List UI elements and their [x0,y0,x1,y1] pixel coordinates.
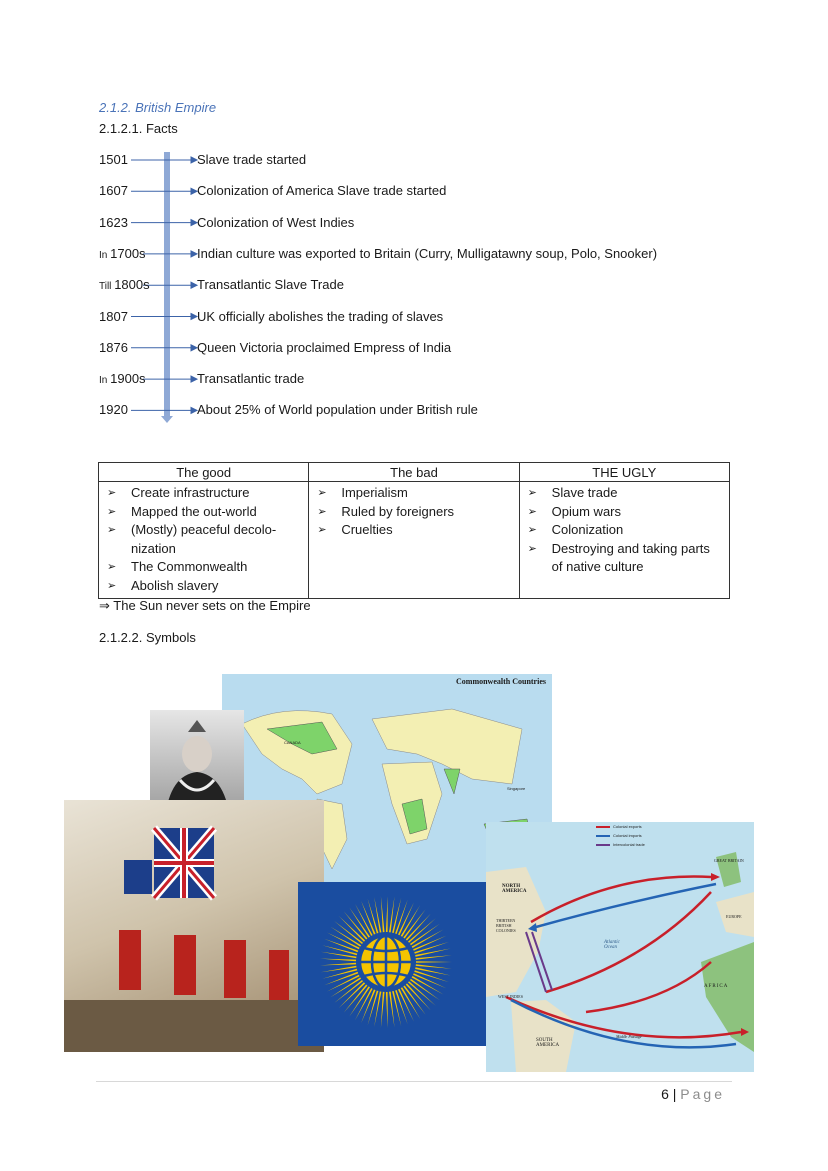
list-item-text: Ruled by foreigners [341,503,455,519]
flag-ray [381,896,385,932]
list-item-text: (Mostly) peaceful decolo-nization [131,522,277,556]
flag-ray [386,992,388,1028]
bullet-arrow-icon: ➢ [527,524,537,537]
timeline-year-value: 1623 [99,214,128,230]
timeline-year-prefix: Till [99,281,115,293]
flag-ray [344,911,368,939]
list-item-text: Destroying and taking parts of native culture [551,540,710,575]
header-bad: The bad [309,463,519,482]
flag-ray [408,981,436,1005]
timeline-year-value: 1501 [99,152,128,167]
timeline-event: Queen Victoria proclaimed Empress of India [197,339,452,355]
label-middle-passage: Middle Passage [616,1034,642,1039]
flag-ray [416,964,452,969]
timeline-event: Transatlantic Slave Trade [197,277,344,293]
label-south-america: SOUTH AMERICA [536,1038,560,1048]
bullet-arrow-icon: ➢ [317,524,327,537]
good-bad-ugly-table [98,462,730,599]
map-label-canada: CANADA [284,740,301,745]
timeline-event: Colonization of America Slave trade started [197,183,447,199]
timeline-event: UK officially abolishes the trading of slaves [197,308,444,324]
bullet-arrow-icon: ➢ [527,505,537,518]
list-item [107,484,302,503]
list-item [107,577,302,596]
timeline-year-value: 1607 [99,183,128,199]
list-item-text: Mapped the out-world [131,503,257,519]
trade-legend-imports: Colonial imports [613,833,642,838]
list-item [317,503,512,522]
timeline-year [99,402,128,417]
timeline-year [99,340,128,355]
flag-ray [344,985,368,1013]
label-africa: AFRICA [704,984,729,989]
timeline-year-prefix: In [99,375,111,387]
list-item [528,484,723,503]
flag-ray [320,963,356,966]
timeline-year-value: 1807 [99,308,128,324]
triangular-trade-map-image [486,822,754,1072]
timeline-year-value: 1900s [110,371,146,387]
timeline-year [99,183,128,198]
flag-ray [322,969,357,979]
header-ugly: THE UGLY [519,463,729,482]
footer-divider [96,1081,732,1082]
note-text: The Sun never sets on the Empire [113,598,311,613]
timeline-year [99,371,146,386]
label-west-indies: WEST INDIES [498,994,523,999]
list-item [528,540,723,577]
list-item [107,558,302,577]
bullet-arrow-icon: ➢ [527,542,537,555]
flag-ray [386,896,388,932]
timeline-event: Colonization of West Indies [197,214,355,230]
flag-ray [406,983,431,1010]
bad-cell [309,482,519,599]
flag-ray [392,991,401,1026]
flag-ray [416,961,452,963]
flag-ray [415,949,450,957]
flag-ray [403,986,425,1015]
page-number-value: 6 [661,1086,669,1102]
list-item [528,521,723,540]
header-good: The good [99,463,309,482]
trade-legend-exports: Colonial exports [613,824,642,829]
bullet-arrow-icon: ➢ [107,505,117,518]
label-north-america: NORTH AMERICA [502,884,527,894]
map-label-singapore: Singapore [507,786,526,791]
flag-ray [381,992,385,1028]
label-europe: EUROPE [726,914,742,919]
list-item [107,521,302,558]
flag-ray [406,914,431,941]
timeline-year [99,215,128,230]
timeline-year [99,277,150,292]
list-item-text: Cruelties [341,522,393,538]
list-item-text: Abolish slavery [131,577,219,593]
commonwealth-flag-image [298,882,486,1046]
flag-ray [415,967,450,975]
label-thirteen-colonies: THIRTEEN BRITISH COLONIES [496,918,516,933]
label-great-britain: GREAT BRITAIN [714,858,744,863]
battle-painting-image [64,800,324,1052]
timeline-year [99,152,128,167]
flag-ray [334,980,363,1003]
page-number [661,1086,725,1102]
battle-drawing [64,800,324,1052]
timeline-event: Indian culture was exported to Britain (Curry, Mulligatawny soup, Polo, Snooker) [197,245,658,261]
list-item-text: Create infrastructure [131,485,250,500]
subsection-heading: 2.1.2.1. Facts [99,121,178,136]
list-item-text: The Commonwealth [131,559,248,575]
timeline-year-value: 1700s [110,245,146,261]
timeline-year [99,309,128,324]
flag-ray [410,979,440,1001]
bullet-arrow-icon: ➢ [107,524,117,537]
bullet-arrow-icon: ➢ [527,487,537,499]
ugly-cell [519,482,729,599]
list-item [107,503,302,522]
page-separator: | [672,1086,677,1102]
flag-ray [334,921,363,944]
list-item-text: Opium wars [551,503,622,519]
timeline-event: About 25% of World population under British rule [197,402,478,418]
flag-ray [322,945,357,955]
timeline-year-prefix: In [99,249,111,261]
timeline-bar-end [161,416,173,423]
flag-ray [339,982,365,1008]
timeline-event: Slave trade started [197,152,307,167]
timeline-year-value: 1920 [99,402,128,418]
list-item-text: Imperialism [341,485,408,500]
flag-ray [349,986,370,1016]
list-item [317,521,512,540]
commonwealth-flag-drawing [298,882,486,1046]
timeline-event: Transatlantic trade [197,371,305,387]
list-item [528,503,723,522]
flag-ray [392,898,401,933]
flag-ray [410,924,440,946]
good-cell [99,482,309,599]
bullet-arrow-icon: ➢ [107,487,117,499]
flag-ray [416,955,452,960]
list-item-text: Slave trade [551,485,618,500]
bullet-arrow-icon: ➢ [317,487,327,499]
trade-legend-intercolonial: Intercolonial trade [613,842,645,847]
timeline-year-value: 1876 [99,339,128,355]
flag-ray [349,907,370,937]
map-title: Commonwealth Countries [456,677,546,686]
section-heading: 2.1.2. British Empire [99,100,217,115]
bullet-arrow-icon: ➢ [107,579,117,592]
flag-ray [408,918,436,942]
list-item-text: Colonization [551,522,624,538]
flag-ray [320,959,356,962]
flag-ray [403,909,425,938]
page-label: Page [680,1086,725,1102]
symbols-heading: 2.1.2.2. Symbols [99,630,196,645]
bullet-arrow-icon: ➢ [317,505,327,518]
flag-ray [339,916,365,942]
conclusion-note [99,598,311,614]
bullet-arrow-icon: ➢ [107,561,117,574]
label-atlantic-ocean: Atlantic Ocean [604,940,620,950]
implies-arrow: ⇒ [99,598,110,613]
timeline-year-value: 1800s [114,277,150,293]
list-item [317,484,512,503]
timeline-year [99,246,146,261]
